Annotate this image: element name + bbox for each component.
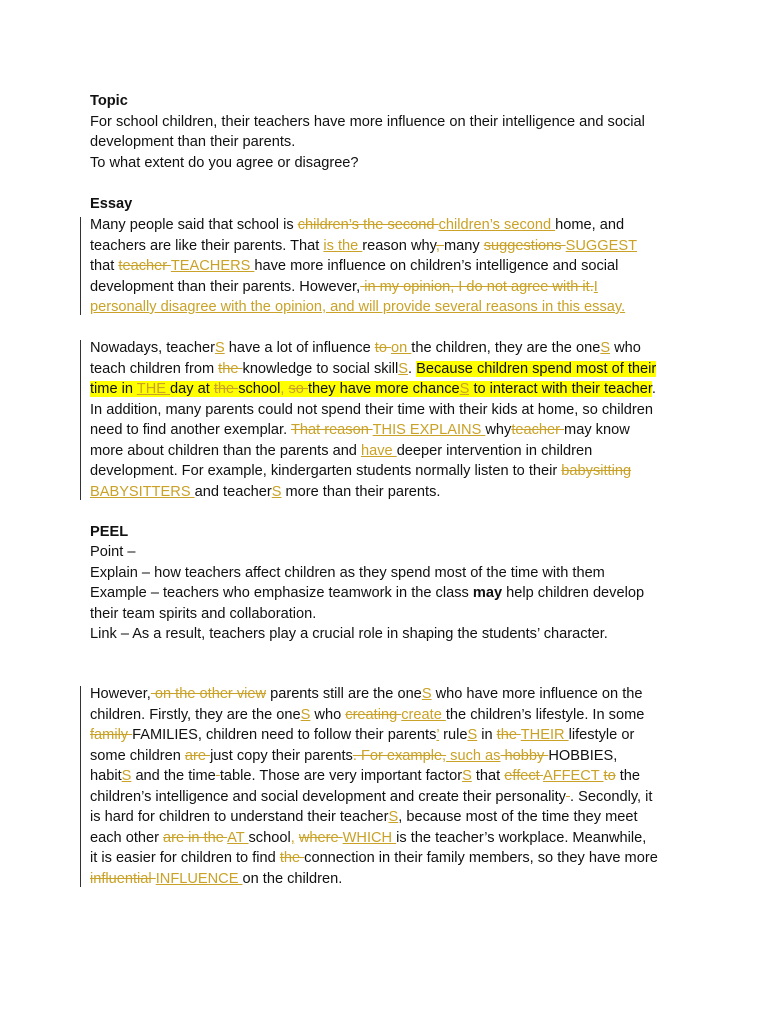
- peel-example-bold: may: [472, 585, 503, 601]
- essay-paragraph-3-line-5: [90, 766, 640, 786]
- inserted-text: TEACHERS: [170, 258, 255, 274]
- deleted-text: effect: [504, 768, 543, 784]
- essay-paragraph-2-line-4: [90, 400, 653, 420]
- essay-paragraph-1-line-3: [90, 256, 618, 276]
- text-run: is the teacher’s workplace. Meanwhile,: [396, 830, 647, 846]
- inserted-text: S: [271, 484, 282, 500]
- deleted-text: ,: [435, 238, 444, 254]
- text-run: and teacher: [194, 484, 272, 500]
- essay-paragraph-1-line-4: [90, 277, 598, 297]
- text-run: Nowadays, teacher: [90, 340, 215, 356]
- inserted-text: S: [600, 340, 611, 356]
- highlighted-text: time in: [90, 381, 137, 397]
- peel-point: Point –: [90, 544, 136, 560]
- text-run: children’s intelligence and social development and create their personality: [90, 789, 566, 805]
- peel-link: Link – As a result, teachers play a crucial role in shaping the students’ character.: [90, 626, 608, 642]
- highlighted-text: [284, 381, 288, 397]
- inserted-text: WHICH: [342, 830, 397, 846]
- highlighted-inserted-text: THE: [136, 381, 171, 397]
- essay-paragraph-2-line-7: [90, 461, 631, 481]
- inserted-text: INFLUENCE: [155, 871, 243, 887]
- text-run: parents still are the one: [266, 686, 422, 702]
- change-bar-paragraph-3: [80, 686, 81, 887]
- inserted-text: on: [391, 340, 412, 356]
- text-run: reason why: [362, 238, 436, 254]
- deleted-text: children’s the second: [297, 217, 439, 233]
- deleted-text: suggestions: [483, 238, 566, 254]
- topic-line-3: To what extent do you agree or disagree?: [90, 155, 359, 171]
- peel-heading: PEEL: [90, 524, 129, 540]
- inserted-text: S: [214, 340, 225, 356]
- peel-example-line-2: their team spirits and collaboration.: [90, 606, 317, 622]
- text-run: and the time: [131, 768, 216, 784]
- essay-paragraph-2-line-2: [90, 359, 656, 379]
- inserted-text: S: [300, 707, 311, 723]
- highlighted-text: day at: [170, 381, 214, 397]
- inserted-text: SUGGEST: [565, 238, 638, 254]
- deleted-text: to: [374, 340, 391, 356]
- inserted-text: create: [401, 707, 446, 723]
- text-run: , because most of the time they meet: [398, 809, 638, 825]
- inserted-text: S: [467, 727, 478, 743]
- highlighted-text: Because children spend most of their: [416, 361, 657, 377]
- deleted-text: . For example,: [352, 748, 447, 764]
- highlighted-text: school: [238, 381, 281, 397]
- inserted-text: THIS EXPLAINS: [372, 422, 486, 438]
- text-run: FAMILIES, children need to follow their parents: [132, 727, 437, 743]
- text-run: school: [248, 830, 291, 846]
- text-run: need to find another exemplar.: [90, 422, 291, 438]
- essay-heading: Essay: [90, 196, 133, 212]
- deleted-text: the: [218, 361, 243, 377]
- deleted-text: family: [90, 727, 133, 743]
- deleted-text: are: [184, 748, 211, 764]
- essay-paragraph-3-line-8: [90, 828, 646, 848]
- essay-paragraph-2-line-5: [90, 420, 630, 440]
- inserted-text: ,: [290, 830, 295, 846]
- inserted-text: S: [121, 768, 132, 784]
- inserted-text: S: [421, 686, 432, 702]
- inserted-text: BABYSITTERS: [90, 484, 195, 500]
- text-run: the: [615, 768, 641, 784]
- text-run: may know: [564, 422, 630, 438]
- inserted-text: children’s second: [438, 217, 556, 233]
- inserted-text: S: [398, 361, 408, 377]
- deleted-text: influential: [90, 871, 156, 887]
- essay-paragraph-2-line-1: [90, 338, 641, 358]
- highlighted-inserted-text: S: [459, 381, 470, 397]
- peel-example: [90, 583, 644, 603]
- text-run: some children: [90, 748, 185, 764]
- text-run: habit: [90, 768, 122, 784]
- text-run: children. Firstly, they are the one: [90, 707, 301, 723]
- deleted-text: teacher: [511, 422, 565, 438]
- text-run: .: [408, 361, 417, 377]
- text-run: have more influence on children’s intelligence and social: [254, 258, 619, 274]
- deleted-text: That reason: [290, 422, 373, 438]
- text-run: However,: [90, 686, 151, 702]
- topic-heading: Topic: [90, 93, 128, 109]
- text-run: .: [651, 381, 656, 397]
- essay-paragraph-3-line-4: [90, 746, 617, 766]
- text-run: who have more influence on the: [431, 686, 643, 702]
- peel-explain: Explain – how teachers affect children as they spend most of the time with them: [90, 565, 605, 581]
- highlighted-deleted-text: so: [288, 381, 308, 397]
- text-run: table. Those are very important factor: [219, 768, 463, 784]
- inserted-text: THEIR: [520, 727, 569, 743]
- text-run: the children’s lifestyle. In some: [445, 707, 645, 723]
- text-run: many: [443, 238, 484, 254]
- text-run: each other: [90, 830, 164, 846]
- deleted-text: are in the: [163, 830, 228, 846]
- deleted-text: the: [496, 727, 521, 743]
- text-run: the children, they are the one: [411, 340, 601, 356]
- text-run: development than their parents. However,: [90, 279, 361, 295]
- essay-paragraph-1-line-1: [90, 215, 624, 235]
- text-run: HOBBIES,: [548, 748, 618, 764]
- text-run: just copy their parents: [210, 748, 353, 764]
- change-bar-paragraph-1: [80, 217, 81, 315]
- peel-example-prefix: Example – teachers who emphasize teamwork in the class: [90, 585, 473, 601]
- inserted-text: AT: [227, 830, 249, 846]
- deleted-text: creating: [345, 707, 402, 723]
- text-run: on the children.: [242, 871, 343, 887]
- highlighted-inserted-text: ,: [280, 381, 285, 397]
- text-run: in: [477, 727, 497, 743]
- inserted-text: S: [462, 768, 472, 784]
- deleted-text: to: [603, 768, 616, 784]
- text-run: rule: [439, 727, 468, 743]
- text-run: . Secondly, it: [570, 789, 653, 805]
- text-run: have a lot of influence: [224, 340, 375, 356]
- essay-paragraph-2-line-8: [90, 482, 440, 502]
- highlighted-text: they have more chance: [307, 381, 460, 397]
- essay-paragraph-1-line-2: [90, 236, 637, 256]
- deleted-text: on the other view: [150, 686, 267, 702]
- text-run: it is easier for children to find: [90, 850, 280, 866]
- text-run: why: [485, 422, 512, 438]
- essay-paragraph-2-line-3: [90, 379, 656, 399]
- text-run: deeper intervention in children: [396, 443, 593, 459]
- inserted-text: ’: [436, 727, 440, 743]
- deleted-text: hobby: [500, 748, 549, 764]
- highlighted-deleted-text: the: [213, 381, 239, 397]
- deleted-text: in my opinion, I do not agree with it.: [360, 279, 594, 295]
- text-run: teachers are like their parents. That: [90, 238, 324, 254]
- peel-example-suffix: help children develop: [502, 585, 645, 601]
- text-run: Many people said that school is: [90, 217, 298, 233]
- text-run: who: [310, 707, 346, 723]
- essay-paragraph-2-line-6: [90, 441, 592, 461]
- essay-paragraph-3-line-1: [90, 684, 642, 704]
- text-run: connection in their family members, so they have more: [304, 850, 658, 866]
- inserted-text: is the: [323, 238, 363, 254]
- text-run: knowledge to social skill: [242, 361, 399, 377]
- text-run: home, and: [555, 217, 625, 233]
- deleted-text: where: [298, 830, 343, 846]
- inserted-text: S: [388, 809, 399, 825]
- deleted-text: teacher: [118, 258, 171, 274]
- inserted-text: have: [360, 443, 397, 459]
- essay-paragraph-3-line-10: [90, 869, 342, 889]
- essay-paragraph-3-line-9: [90, 848, 658, 868]
- essay-paragraph-3-line-6: [90, 787, 652, 807]
- text-run: lifestyle or: [568, 727, 635, 743]
- text-run: development. For example, kindergarten students normally listen to their: [90, 463, 562, 479]
- text-run: more than their parents.: [281, 484, 441, 500]
- text-run: that: [90, 258, 119, 274]
- inserted-text: personally disagree with the opinion, and will provide several reasons in this essay.: [90, 299, 626, 315]
- text-run: is hard for children to understand their teacher: [90, 809, 389, 825]
- topic-line-1: For school children, their teachers have more influence on their intelligence and social: [90, 114, 645, 130]
- topic-line-2: development than their parents.: [90, 134, 296, 150]
- essay-paragraph-3-line-7: [90, 807, 638, 827]
- deleted-text: babysitting: [561, 463, 632, 479]
- text-run: In addition, many parents could not spend their time with their kids at home, so children: [90, 402, 653, 418]
- essay-paragraph-3-line-2: [90, 705, 644, 725]
- inserted-text: AFFECT: [542, 768, 604, 784]
- essay-paragraph-3-line-3: [90, 725, 634, 745]
- text-run: who: [610, 340, 641, 356]
- inserted-text: such as: [446, 748, 501, 764]
- text-run: that: [471, 768, 505, 784]
- essay-paragraph-1-line-5: [90, 297, 625, 317]
- highlighted-text: to interact with their teacher: [469, 381, 652, 397]
- change-bar-paragraph-2: [80, 340, 81, 500]
- text-run: teach children from: [90, 361, 219, 377]
- text-run: more about children than the parents and: [90, 443, 361, 459]
- deleted-text: the: [279, 850, 305, 866]
- inserted-text: I: [593, 279, 598, 295]
